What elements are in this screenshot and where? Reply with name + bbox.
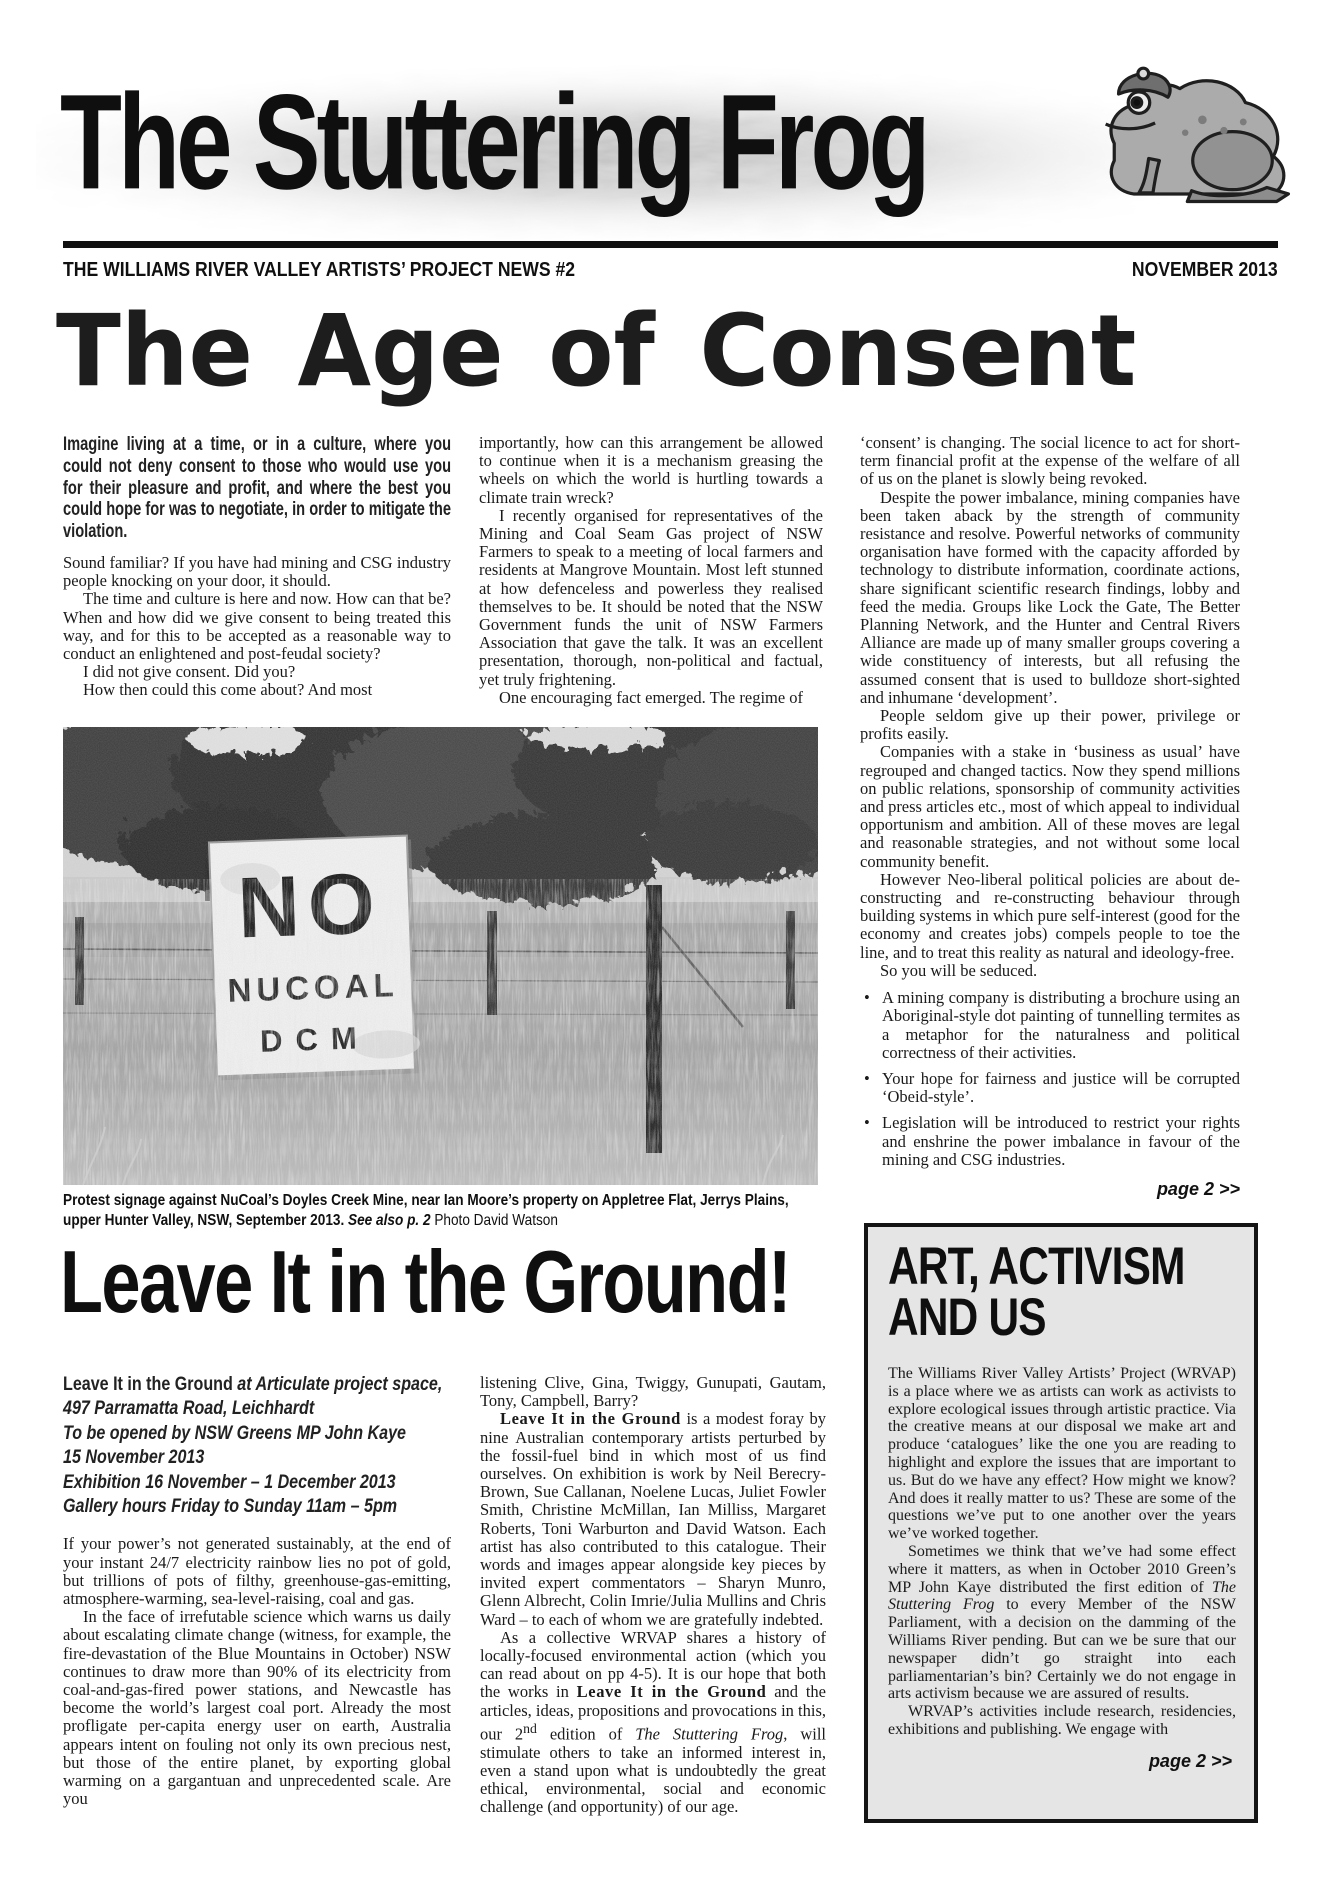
paragraph: However Neo-liberal political policies are about de-constructing and re-constructing behaviour through building systems in which pure self-interest (good for the economy and creates jobs) compels people to toe the line, and to treat this reality as natural and ideology-free. — [860, 869, 1240, 962]
protest-sign-photo — [63, 727, 818, 1185]
sidebar-heading-line-2: AND US — [888, 1288, 1046, 1347]
caption-text: Protest signage against NuCoal’s Doyles Creek Mine, near Ian Moore’s property on Appletree Flat, Jerrys Plains, upper Hunter Valley, NSW, September 2013. — [63, 1192, 789, 1229]
issue-date: NOVEMBER 2013 — [1132, 259, 1278, 281]
paragraph: ‘consent’ is changing. The social licence to act for short-term financial profit at the expense of the welfare of all of us on the planet is slowly being revoked. — [860, 433, 1240, 489]
paragraph: So you will be seduced. — [880, 960, 1038, 980]
bullet-glyph: • — [864, 1113, 870, 1133]
caption-see-also: See also p. 2 — [348, 1212, 431, 1229]
masthead-title: The Stuttering Frog — [60, 65, 927, 218]
bullet-glyph: • — [864, 1068, 870, 1088]
leave-it-column-2 — [480, 1374, 826, 1816]
bullet-item: • A mining company is distributing a brochure using an Aboriginal-style dot painting of tunnelling termites as a metaphor for the naturalness and political correctness of their activities. — [864, 988, 1240, 1062]
paragraph: The time and culture is here and now. How can that be? When and how did we give consent to being treated this way, and for this to be accepted as a reasonable way to conduct an enlightened and post-feudal society? — [63, 589, 451, 663]
photo-caption — [63, 1191, 829, 1231]
paragraph: importantly, how can this arrangement be allowed to continue when it is a mechanism greasing the wheels on which the world is hurtling towards a climate train wreck? — [479, 433, 823, 507]
paragraph: Companies with a stake in ‘business as usual’ have regrouped and changed tactics. Now they spend millions on public relations, sponsorship of community activities and press articles etc., most of which appeal to individual opportunism and ambition. All of these moves are legal and reasonable strategies, and not without some local community benefit. — [860, 742, 1240, 871]
exhibition-detail-line: Gallery hours Friday to Sunday 11am – 5pm — [63, 1495, 398, 1518]
age-of-consent-column-2 — [479, 434, 823, 707]
bullet-list — [860, 989, 1240, 1169]
paragraph: Sound familiar? If you have had mining and CSG industry people knocking on your door, it should. — [63, 552, 451, 591]
paragraph: In the face of irrefutable science which warns us daily about escalating climate change (witness, for example, the fire-devastation of the Blue Mountains in October) NSW continues to draw more than 90% of its electricity from coal-and-gas-fired power stations, and Newcastle has become the world’s largest coal port. Already the most profligate per-capita energy user on earth, Australia appears intent on fouling not only its own precious nest, but those of the entire planet, by exporting global warming on a gargantuan and unprecedented scale. Are you — [63, 1607, 451, 1809]
paragraph: Sometimes we think that we’ve had some effect where it matters, as when in October 2010 Green’s MP John Kaye distributed the first edition of The Stuttering Frog to every Member of the NSW Parliament, with a decision on the damming of the Williams River pending. But can we be sure that our newspaper didn’t go straight into each parliamentarian’s bin? Certainly we do not engage in arts activism because we are assured of results. — [888, 1542, 1237, 1703]
paragraph: How then could this come about? And most — [83, 680, 373, 700]
continue-page-2-link[interactable]: page 2 >> — [1148, 1750, 1232, 1771]
bullet-glyph: • — [864, 988, 870, 1008]
paragraph: One encouraging fact emerged. The regime of — [499, 687, 804, 707]
paragraph: If your power’s not generated sustainably, at the end of your instant 24/7 electricity rainbow lies no pot of gold, but trillions of pots of filthy, greenhouse-gas-emitting, atmosphere-warming, sea-level-raising, coal and gas. — [63, 1534, 451, 1609]
exhibition-details: Leave It in the Ground at Articulate project space, 497 Parramatta Road, Leichhardt To be opened by NSW Greens MP John Kaye 15 November 2013 Exhibition 16 November – 1 December 2013 Gallery hours Friday to Sunday 11am – 5pm — [63, 1372, 451, 1518]
continue-page-2-link[interactable]: page 2 >> — [1156, 1178, 1240, 1199]
paragraph: Despite the power imbalance, mining companies have been taken aback by the strength of community resistance and resolve. Powerful networks of community organisation have formed with the capacity afforded by technology to distribute information, coordinate actions, share significant scientific research findings, lobby and feed the media. Groups like Lock the Gate, The Better Planning Network, and the Hunter and Central Rivers Alliance are made up of many smaller groups covering a wide constituency of interests, but all refusing the assumed consent that is used to bulldoze short-sighted and inhumane ‘development’. — [860, 487, 1240, 707]
leave-it-column-1 — [63, 1372, 451, 1808]
paragraph: As a collective WRVAP shares a history of locally-focused environmental action (which you can read about on pp 4-5). It is our hope that both the works in Leave It in the Ground and the articles, ideas, propositions and provocations in this, our 2nd edition of The Stuttering Frog, will stimulate others to take an informed interest in, even a stand upon what is undoubtedly the great ethical, environmental, social and economic challenge (and opportunity) of our age. — [480, 1627, 826, 1817]
paragraph: The Williams River Valley Artists’ Project (WRVAP) is a place where we as artists can work as activists to explore ecological issues through artistic practice. Via the creative means at our disposal we make art and produce ‘catalogues’ like the one you are reading to highlight and explore the issues that are important to us. But do we have any effect? How might we know? And does it really matter to us? These are some of the questions we’ve put to one another over the years we’ve worked together. — [888, 1365, 1236, 1543]
info-bar — [63, 258, 1278, 284]
photo-credit: Photo David Watson — [434, 1212, 558, 1229]
paragraph: I recently organised for representatives of the Mining and Coal Seam Gas project of NSW Farmers to speak to a meeting of local farmers and residents at Mangrove Mountain. Most left stunned at how defenceless and powerless they realised themselves to be. It should be noted that the NSW Government funds the unit of NSW Farmers Association that gave the talk. It was an excellent presentation, thorough, non-political and factual, yet truly frightening. — [479, 505, 823, 689]
headline-leave-it-in-the-ground: Leave It in the Ground! — [60, 1232, 790, 1331]
masthead-rule — [63, 241, 1278, 248]
age-of-consent-column-1 — [63, 434, 451, 700]
paragraph: Leave It in the Ground is a modest foray by nine Australian contemporary artists perturbed by the fossil-fuel bind in which most of us find ourselves. On exhibition is work by Neil Berecry-Brown, Sue Callanan, Noelene Lucas, Juliet Fowler Smith, Christine McMillan, Ian Milliss, Margaret Roberts, Toni Warburton and David Watson. Each artist has also contributed to this catalogue. Their words and images appear alongside key pieces by invited expert commentators – Sharyn Munro, Glenn Albrecht, Colin Imrie/Julia Mullins and Chris Ward – to each of whom we are gratefully indebted. — [480, 1409, 826, 1629]
frog-illustration — [1082, 62, 1297, 227]
bullet-item: • Legislation will be introduced to restrict your rights and enshrine the power imbalance in favour of the mining and CSG industries. — [864, 1113, 1240, 1169]
age-of-consent-column-3 — [860, 434, 1240, 1200]
bullet-item: • Your hope for fairness and justice will be corrupted ‘Obeid-style’. — [864, 1068, 1240, 1107]
paragraph: listening Clive, Gina, Twiggy, Gunupati, Gautam, Tony, Campbell, Barry? — [480, 1373, 826, 1411]
exhibition-detail-line: Exhibition 16 November – 1 December 2013 — [63, 1470, 396, 1493]
article-lede: Imagine living at a time, or in a culture, where you could not deny consent to those who would use you for their pleasure and profit, and where the best you could hope for was to negotiate, in order to mitigate the violation. — [63, 433, 452, 543]
art-activism-sidebar — [864, 1223, 1258, 1823]
paragraph: People seldom give up their power, privilege or profits easily. — [860, 706, 1240, 744]
paragraph: I did not give consent. Did you? — [83, 662, 296, 682]
headline-age-of-consent: The Age of Consent — [56, 294, 1137, 409]
newsletter-subtitle: THE WILLIAMS RIVER VALLEY ARTISTS’ PROJECT NEWS #2 — [63, 259, 576, 281]
exhibition-detail-line: To be opened by NSW Greens MP John Kaye — [63, 1421, 406, 1444]
exhibition-detail-line: 15 November 2013 — [63, 1446, 205, 1469]
paragraph: WRVAP’s activities include research, residencies, exhibitions and publishing. We engage with — [888, 1703, 1236, 1738]
sidebar-heading-line-1: ART, ACTIVISM — [888, 1237, 1185, 1296]
